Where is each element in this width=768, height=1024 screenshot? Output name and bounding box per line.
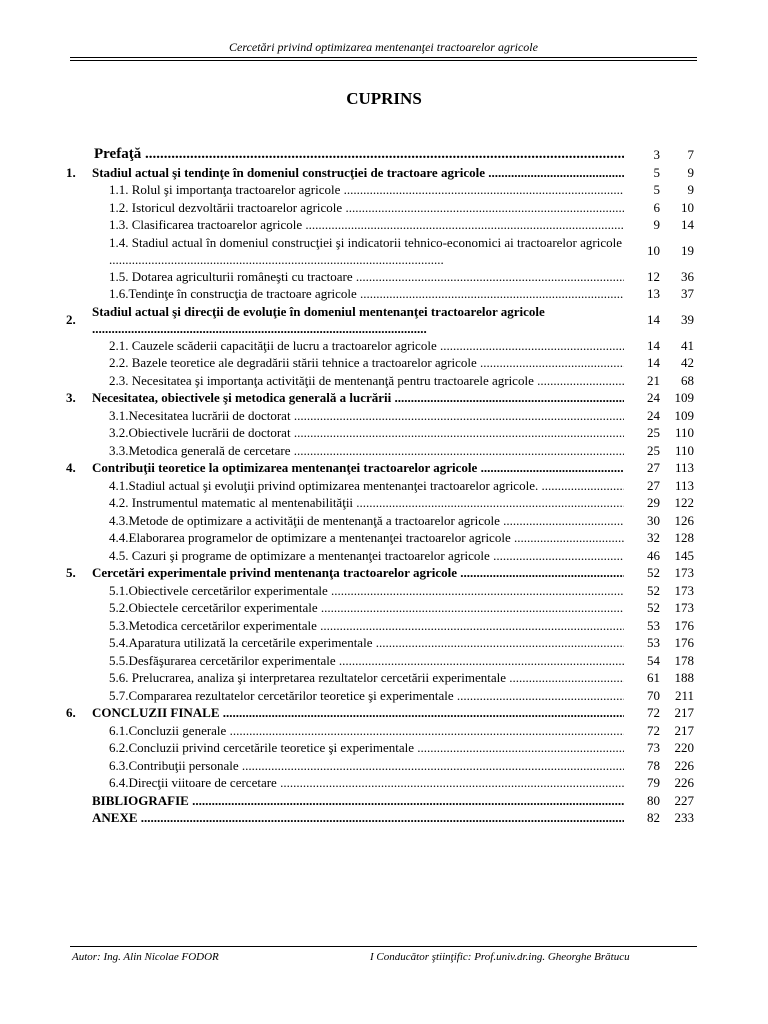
toc-entry-title: Cercetări experimentale privind mentenanţa tractoarelor agricole ..... <box>92 564 624 582</box>
toc-entry-page-thesis: 176 <box>674 635 694 650</box>
toc-entry-page: 70 <box>647 687 660 703</box>
toc-entry-page-thesis: 122 <box>674 495 694 510</box>
toc-entry-page-thesis: 19 <box>681 242 694 258</box>
toc-entry-page-thesis: 41 <box>681 337 694 353</box>
toc-entry-page-thesis: 9 <box>687 164 694 180</box>
toc-entry-title: 6.2.Concluzii privind cercetările teoretice şi experimentale ..... <box>109 739 624 757</box>
toc-entry <box>66 547 706 565</box>
toc-entry <box>66 599 706 617</box>
toc-entry-page-thesis: 110 <box>674 442 694 458</box>
toc-entry-page: 32 <box>647 530 660 545</box>
toc-entry <box>66 216 706 234</box>
toc-entry-page-thesis: 68 <box>681 372 694 388</box>
toc-entry-title: Prefaţă ..... <box>94 146 624 164</box>
toc-entry-page: 79 <box>647 775 660 790</box>
toc-entry <box>66 146 706 164</box>
toc-entry-page: 73 <box>647 740 660 755</box>
toc-entry <box>66 617 706 635</box>
running-header: Cercetări privind optimizarea mentenanţei tractoarelor agricole <box>229 40 538 54</box>
toc-entry <box>66 199 706 217</box>
toc-entry <box>66 285 706 303</box>
toc-entry-page-thesis: 211 <box>674 687 694 703</box>
toc-entry <box>66 669 706 687</box>
toc-entry-page: 54 <box>647 652 660 668</box>
toc-entry-page-thesis: 109 <box>674 390 694 405</box>
toc-entry-title: 6.4.Direcţii viitoare de cercetare ..... <box>109 774 624 792</box>
toc-entry <box>66 389 706 407</box>
toc-entry <box>66 407 706 425</box>
toc-entry-title: Contribuţii teoretice la optimizarea mentenanţei tractoarelor agricole ..... <box>92 459 624 477</box>
toc-entry-title: 4.1.Stadiul actual şi evoluţii privind optimizarea mentenanţei tractoarelor agricole. ..... <box>109 477 624 495</box>
toc-entry-number: 5. <box>66 565 76 580</box>
toc-entry-page-thesis: 220 <box>674 740 694 755</box>
toc-entry-page: 10 <box>647 242 660 258</box>
toc-entry-page: 29 <box>647 495 660 510</box>
toc-entry-page-thesis: 7 <box>687 147 694 162</box>
toc-entry-page: 14 <box>647 355 660 370</box>
toc-entry-page-thesis: 173 <box>674 582 694 598</box>
footer-rule <box>70 946 697 947</box>
toc-entry-page: 12 <box>647 268 660 284</box>
toc-entry-title: 4.5. Cazuri şi programe de optimizare a mentenanţei tractoarelor agricole ..... <box>109 547 624 565</box>
toc-entry <box>66 809 706 827</box>
toc-entry-page: 52 <box>647 582 660 598</box>
toc-entry-number: 6. <box>66 705 76 720</box>
toc-entry-title: Stadiul actual şi tendinţe în domeniul construcţiei de tractoare agricole ..... <box>92 164 624 182</box>
toc-entry-title: 2.1. Cauzele scăderii capacităţii de lucru a tractoarelor agricole ..... <box>109 337 624 355</box>
toc-entry-title: 4.3.Metode de optimizare a activităţii de mentenanţă a tractoarelor agricole ..... <box>109 512 624 530</box>
toc-entry <box>66 564 706 582</box>
toc-entry-page-thesis: 233 <box>674 810 694 825</box>
toc-entry-page-thesis: 176 <box>674 617 694 633</box>
toc-entry-page: 24 <box>647 407 660 423</box>
toc-entry-title: 1.5. Dotarea agriculturii româneşti cu tractoare ..... <box>109 268 624 286</box>
toc-entry-page-thesis: 110 <box>674 425 694 440</box>
toc-entry-title: 3.3.Metodica generală de cercetare ..... <box>109 442 624 460</box>
toc-entry <box>66 494 706 512</box>
toc-entry-title: 5.3.Metodica cercetărilor experimentale ..... <box>109 617 624 635</box>
toc-entry-page: 5 <box>653 182 660 197</box>
toc-entry-page: 82 <box>647 810 660 825</box>
footer-author: Autor: Ing. Alin Nicolae FODOR <box>72 951 219 963</box>
toc-entry <box>66 303 706 337</box>
toc-entry-title: 6.1.Concluzii generale ..... <box>109 722 624 740</box>
toc-entry-title: 2.3. Necesitatea şi importanţa activităţii de mentenanţă pentru tractoarele agricole ..... <box>109 372 624 390</box>
toc-entry-title: 5.4.Aparatura utilizată la cercetările experimentale ..... <box>109 634 624 652</box>
toc-entry-title: 3.1.Necesitatea lucrării de doctorat ..... <box>109 407 624 425</box>
footer-supervisor: I Conducător ştiinţific: Prof.univ.dr.ing. Gheorghe Brătucu <box>370 951 630 963</box>
toc-entry-page: 21 <box>647 372 660 388</box>
toc-entry-title: 3.2.Obiectivele lucrării de doctorat ..... <box>109 424 624 442</box>
toc-entry-page-thesis: 126 <box>674 512 694 528</box>
toc-entry-page-thesis: 128 <box>674 530 694 545</box>
toc-entry <box>66 268 706 286</box>
toc-entry-page: 25 <box>647 425 660 440</box>
toc-entry-page-thesis: 109 <box>674 407 694 423</box>
toc-entry-page: 52 <box>647 565 660 580</box>
toc-entry <box>66 442 706 460</box>
header-rule-second <box>70 60 697 61</box>
toc-entry-title: 2.2. Bazele teoretice ale degradării stării tehnice a tractoarelor agricole ..... <box>109 354 624 372</box>
toc-entry-page-thesis: 227 <box>674 792 694 808</box>
toc-entry <box>66 459 706 477</box>
toc-entry <box>66 757 706 775</box>
toc-entry-title: BIBLIOGRAFIE ..... <box>92 792 624 810</box>
toc-entry-title: 4.4.Elaborarea programelor de optimizare a mentenanţei tractoarelor agricole ..... <box>109 529 624 547</box>
toc-entry <box>66 687 706 705</box>
toc-entry-title: 1.2. Istoricul dezvoltării tractoarelor agricole ..... <box>109 199 624 217</box>
toc-entry-title: 5.7.Compararea rezultatelor cercetărilor teoretice şi experimentale ..... <box>109 687 624 705</box>
toc-entry-page: 6 <box>653 199 660 215</box>
toc-entry-title: CONCLUZII FINALE ..... <box>92 704 624 722</box>
toc-entry-page: 27 <box>647 460 660 475</box>
toc-entry-page-thesis: 14 <box>681 217 694 232</box>
toc-entry-page-thesis: 113 <box>674 477 694 493</box>
toc-entry-title: 5.6. Prelucrarea, analiza şi interpretarea rezultatelor cercetării experimentale ..... <box>109 669 624 687</box>
toc-entry-title: 1.1. Rolul şi importanţa tractoarelor agricole ..... <box>109 181 624 199</box>
toc-entry-title: 5.5.Desfăşurarea cercetărilor experimentale ..... <box>109 652 624 670</box>
toc-entry-number: 3. <box>66 390 76 405</box>
toc-entry-page: 78 <box>647 757 660 773</box>
toc-entry <box>66 477 706 495</box>
toc-entry-page-thesis: 39 <box>681 311 694 327</box>
toc-entry-title: 4.2. Instrumentul matematic al mentenabilităţii ..... <box>109 494 624 512</box>
table-of-contents <box>66 146 706 827</box>
toc-entry <box>66 424 706 442</box>
toc-entry <box>66 792 706 810</box>
toc-entry-title: 5.1.Obiectivele cercetărilor experimentale ..... <box>109 582 624 600</box>
toc-entry-page: 3 <box>653 147 660 162</box>
toc-entry-page-thesis: 42 <box>681 355 694 370</box>
toc-entry-page: 9 <box>653 217 660 232</box>
toc-entry <box>66 234 706 268</box>
toc-entry-title: 1.4. Stadiul actual în domeniul construcţiei şi indicatorii tehnico-economici ai tractoarelor agricole ..... <box>109 234 624 268</box>
toc-entry-page-thesis: 173 <box>674 600 694 615</box>
page-title: CUPRINS <box>346 89 422 108</box>
toc-entry-page-thesis: 145 <box>674 547 694 563</box>
toc-entry <box>66 529 706 547</box>
toc-entry-page-thesis: 217 <box>674 722 694 738</box>
toc-entry <box>66 774 706 792</box>
toc-entry-page-thesis: 9 <box>687 182 694 197</box>
toc-entry-title: 1.3. Clasificarea tractoarelor agricole ..... <box>109 216 624 234</box>
toc-entry-page: 53 <box>647 635 660 650</box>
toc-entry <box>66 722 706 740</box>
toc-entry-page: 53 <box>647 617 660 633</box>
toc-entry-page-thesis: 217 <box>674 705 694 720</box>
toc-entry-title: 6.3.Contribuţii personale ..... <box>109 757 624 775</box>
toc-entry-page: 25 <box>647 442 660 458</box>
toc-entry-page: 72 <box>647 705 660 720</box>
toc-entry-page: 52 <box>647 600 660 615</box>
toc-entry-title: 5.2.Obiectele cercetărilor experimentale ..... <box>109 599 624 617</box>
header-rule <box>70 57 697 58</box>
toc-entry <box>66 582 706 600</box>
toc-entry-page: 14 <box>647 311 660 327</box>
toc-entry-page: 13 <box>647 286 660 301</box>
toc-entry-title: 1.6.Tendinţe în construcţia de tractoare agricole ..... <box>109 285 624 303</box>
toc-entry-number: 4. <box>66 460 76 475</box>
toc-entry <box>66 164 706 182</box>
toc-entry-page-thesis: 178 <box>674 652 694 668</box>
toc-entry <box>66 704 706 722</box>
toc-entry-page: 46 <box>647 547 660 563</box>
toc-entry <box>66 354 706 372</box>
toc-entry <box>66 337 706 355</box>
toc-entry-title: ANEXE ..... <box>92 809 624 827</box>
toc-entry-number: 2. <box>66 311 76 327</box>
toc-entry-page-thesis: 113 <box>674 460 694 475</box>
toc-entry-page-thesis: 226 <box>674 757 694 773</box>
toc-entry <box>66 634 706 652</box>
toc-entry-page: 30 <box>647 512 660 528</box>
toc-entry-title: Stadiul actual şi direcţii de evoluţie în domeniul mentenanţei tractoarelor agricole ..... <box>92 303 624 337</box>
toc-entry-page: 24 <box>647 390 660 405</box>
toc-entry-page: 27 <box>647 477 660 493</box>
toc-entry-page: 14 <box>647 337 660 353</box>
toc-entry <box>66 181 706 199</box>
toc-entry-page: 72 <box>647 722 660 738</box>
toc-entry <box>66 372 706 390</box>
toc-entry-page: 61 <box>647 670 660 685</box>
toc-entry <box>66 739 706 757</box>
toc-entry-page-thesis: 37 <box>681 286 694 301</box>
toc-entry <box>66 512 706 530</box>
toc-entry-page-thesis: 226 <box>674 775 694 790</box>
toc-entry-title: Necesitatea, obiectivele şi metodica generală a lucrării ..... <box>92 389 624 407</box>
toc-entry-number: 1. <box>66 164 76 180</box>
toc-entry-page: 80 <box>647 792 660 808</box>
toc-entry <box>66 652 706 670</box>
toc-entry-page: 5 <box>653 164 660 180</box>
toc-entry-page-thesis: 36 <box>681 268 694 284</box>
toc-entry-page-thesis: 10 <box>681 199 694 215</box>
toc-entry-page-thesis: 188 <box>674 670 694 685</box>
toc-entry-page-thesis: 173 <box>674 565 694 580</box>
